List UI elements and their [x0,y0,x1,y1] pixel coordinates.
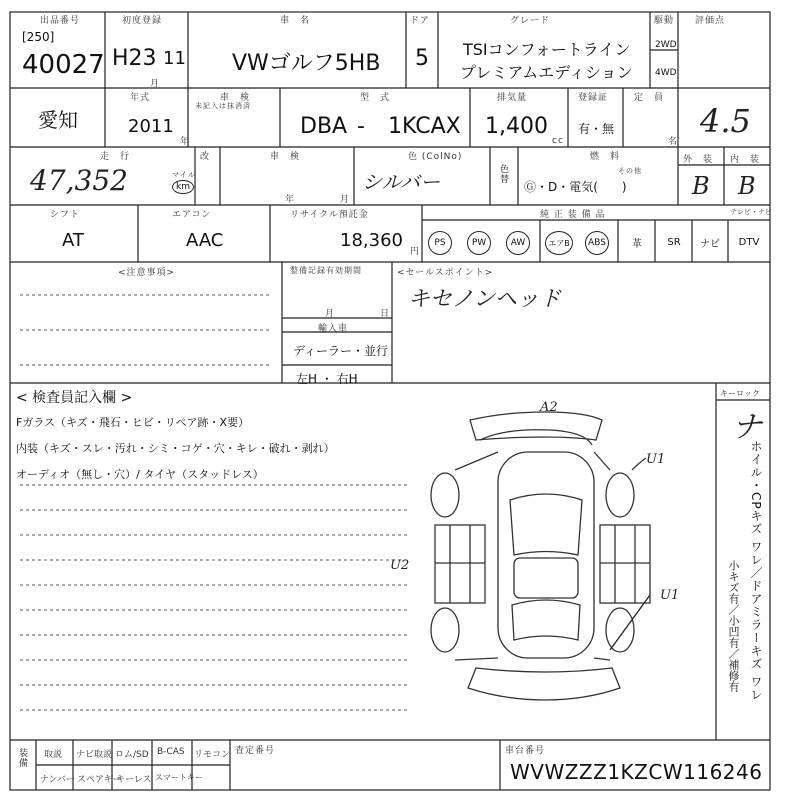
exterior-label: 外 装 [683,155,714,165]
doors: 5 [415,46,429,71]
equip-pw: PW [467,231,491,255]
color-label: 色 (ColNo) [408,152,463,162]
model-dash: - [357,114,365,139]
item-navi-manual: ナビ取説 [76,750,113,760]
tv-label: テレビ・ナビ [730,208,772,216]
item-plate: ナンバー [40,775,75,785]
item-manual: 取説 [44,750,63,760]
first-reg-label: 初度登録 [122,16,163,26]
year-label: 年式 [130,93,151,103]
grade-line1: TSIコンフォートライン [463,40,631,59]
interior-label: 内 装 [730,155,761,165]
lot-label: 出品番号 [40,16,81,26]
shift-label: シフト [50,210,81,220]
sales-point: キセノンヘッド [408,287,561,312]
shaken-sub: 未記入は抹消済 [195,102,251,110]
record-label: 整備記録有効期間 [290,266,362,275]
capacity-unit: 名 [668,137,679,147]
interior-grade: B [738,172,756,200]
color-value: シルバー [362,170,441,194]
equip-leather: 革 [632,238,642,250]
car-name-label: 車 名 [280,16,311,26]
assessment-label: 査定番号 [235,746,276,756]
recycle-unit: 円 [410,247,421,257]
drive-4wd: 4WD [655,68,677,78]
door-label: ドア [410,16,430,26]
equip-sunroof: SR [667,236,681,248]
shaken-label-row3: 車 検 [270,152,301,162]
items-label: 装備 [17,748,27,768]
vin: WVWZZZ1KZCW116246 [510,760,763,784]
region: 愛知 [38,108,78,132]
recycle-label: リサイクル預託金 [290,210,369,220]
damage-mark-right-front: U1 [646,452,666,467]
item-remote: リモコン [194,750,231,760]
drive-label: 駆動 [654,16,675,26]
first-reg-month: 11 [163,48,186,69]
damage-mark-front: A2 [540,400,558,415]
displacement: 1,400 [485,114,548,139]
record-day-unit: 日 [380,309,391,319]
lot-number: 40027 [22,50,105,80]
mileage-unit-km: km [172,180,194,194]
handle-option: 左H ・ 右H [296,372,358,386]
modified-label: 改 [200,152,211,162]
shift: AT [62,230,84,251]
equip-abs: ABS [585,231,609,255]
exterior-grade: B [692,172,710,200]
item-bcas: B-CAS [157,747,185,757]
fuel-other: その他 [618,167,642,175]
legend-sub: 小キズ有／小凹有／補修有 [727,560,740,692]
vin-label: 車台番号 [505,746,546,756]
first-reg-month-unit: 月 [150,79,161,89]
aircon-label: エアコン [172,210,212,220]
car-name: VWゴルフ5HB [232,51,381,76]
fuel-options: Ⓖ・D・電気( ) [524,180,627,194]
legend-main: ホイル・CPキズ ワレ／ドアミラーキズ ワレ [749,440,763,702]
keylock-label: キーロック [720,389,760,398]
recycle-fee: 18,360 [340,230,403,251]
equip-navi: ナビ [700,238,720,250]
mileage-unit-top: マイル [172,171,196,179]
equip-airbag: エアB [545,231,573,255]
equip-label: 純 正 装 備 品 [540,210,606,220]
item-rom-sd: ロム/SD [115,750,149,760]
drive-2wd: 2WD [655,40,677,50]
fuel-label: 燃 料 [590,152,621,162]
damage-mark-right-rear: U1 [660,588,680,603]
score-label: 評価点 [695,16,726,26]
equip-ps: PS [428,231,452,255]
mileage-label: 走 行 [100,152,131,162]
inspection-line2: 内装（キズ・スレ・汚れ・シミ・コゲ・穴・キレ・破れ・剥れ） [16,442,335,455]
year-unit: 年 [180,137,191,147]
notes-label: <注意事項> [118,268,176,278]
first-reg-era: H23 [112,46,157,71]
item-keyless: キーレス [116,775,152,785]
capacity-label: 定 員 [634,93,665,103]
damage-mark-left: U2 [390,558,410,573]
color-change-label: 色替 [498,164,508,184]
model-code: 1KCAX [388,114,461,139]
inspection-title: < 検査員記入欄 > [16,390,133,406]
equip-dtv: DTV [738,236,760,248]
record-month-unit: 月 [325,309,336,319]
inspection-line1: Fガラス（キズ・飛石・ヒビ・リペア跡・X要） [16,416,250,429]
item-spare-key: スペアキー [77,775,122,785]
lot-sub: [250] [22,30,55,44]
reg-value: 有・無 [578,122,615,136]
model-label: 型 式 [360,93,391,103]
reg-label: 登録証 [578,93,609,103]
dealer-option: ディーラー・並行 [293,344,389,358]
item-smart-key: スマートキー [155,773,203,782]
shaken-year-unit: 年 [285,195,296,205]
shaken-label: 車 検 [220,93,251,103]
model-year: 2011 [128,116,174,137]
shaken-month-unit: 月 [340,195,351,205]
import-label: 輸入車 [318,324,349,334]
grade-line2: プレミアムエディション [460,63,633,82]
score-value: 4.5 [700,102,751,140]
grade-label: グレード [510,16,551,26]
aircon: AAC [186,230,224,251]
mileage: 47,352 [30,164,128,197]
model-prefix: DBA [300,114,348,139]
displacement-label: 排気量 [497,93,528,103]
inspection-line3: オーディオ（無し・穴）/ タイヤ（スタッドレス） [16,468,264,481]
displacement-unit: cc [552,136,564,146]
sales-label: <セールスポイント> [397,268,494,278]
equip-aw: AW [506,231,530,255]
keylock-mark: ナ [732,410,762,445]
